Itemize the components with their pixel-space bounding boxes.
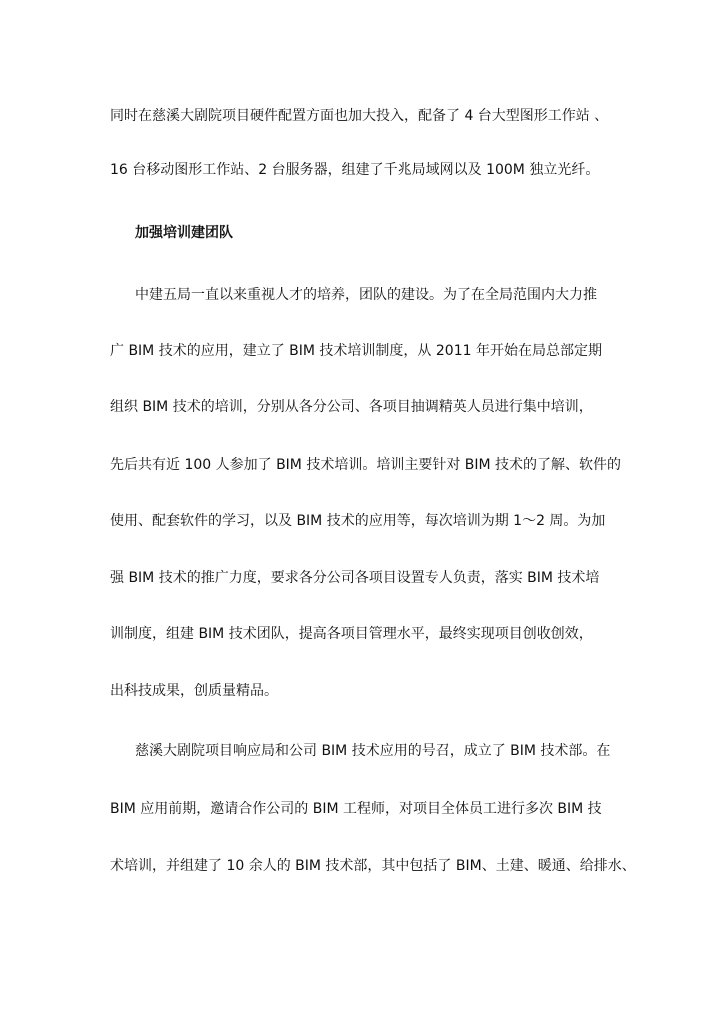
paragraph-line: 使用、配套软件的学习，以及 BIM 技术的应用等，每次培训为期 1～2 周。为加	[110, 513, 606, 529]
paragraph-line: 组织 BIM 技术的培训，分别从各分公司、各项目抽调精英人员进行集中培训，	[110, 399, 593, 415]
paragraph-line: BIM 应用前期，邀请合作公司的 BIM 工程师，对项目全体员工进行多次 BIM 技	[110, 801, 602, 817]
paragraph-line: 先后共有近 100 人参加了 BIM 技术培训。培训主要针对 BIM 技术的了解、软件的	[110, 457, 622, 473]
paragraph-line: 慈溪大剧院项目响应局和公司 BIM 技术应用的号召，成立了 BIM 技术部。在	[135, 743, 611, 759]
paragraph-line: 强 BIM 技术的推广力度，要求各分公司各项目设置专人负责，落实 BIM 技术培	[110, 570, 600, 586]
paragraph-line: 广 BIM 技术的应用，建立了 BIM 技术培训制度，从 2011 年开始在局总部定期	[110, 343, 602, 359]
paragraph-line: 16 台移动图形工作站、2 台服务器，组建了千兆局域网以及 100M 独立光纤。	[110, 162, 600, 178]
section-heading: 加强培训建团队	[135, 225, 233, 241]
paragraph-line: 中建五局一直以来重视人才的培养，团队的建设。为了在全局范围内大力推	[135, 287, 597, 303]
paragraph-line: 同时在慈溪大剧院项目硬件配置方面也加大投入，配备了 4 台大型图形工作站 、	[110, 108, 609, 124]
paragraph-line: 术培训，并组建了 10 余人的 BIM 技术部，其中包括了 BIM、土建、暖通、给排水、	[110, 858, 636, 874]
paragraph-line: 出科技成果，创质量精品。	[110, 683, 278, 699]
paragraph-line: 训制度，组建 BIM 技术团队，提高各项目管理水平，最终实现项目创收创效，	[110, 626, 593, 642]
